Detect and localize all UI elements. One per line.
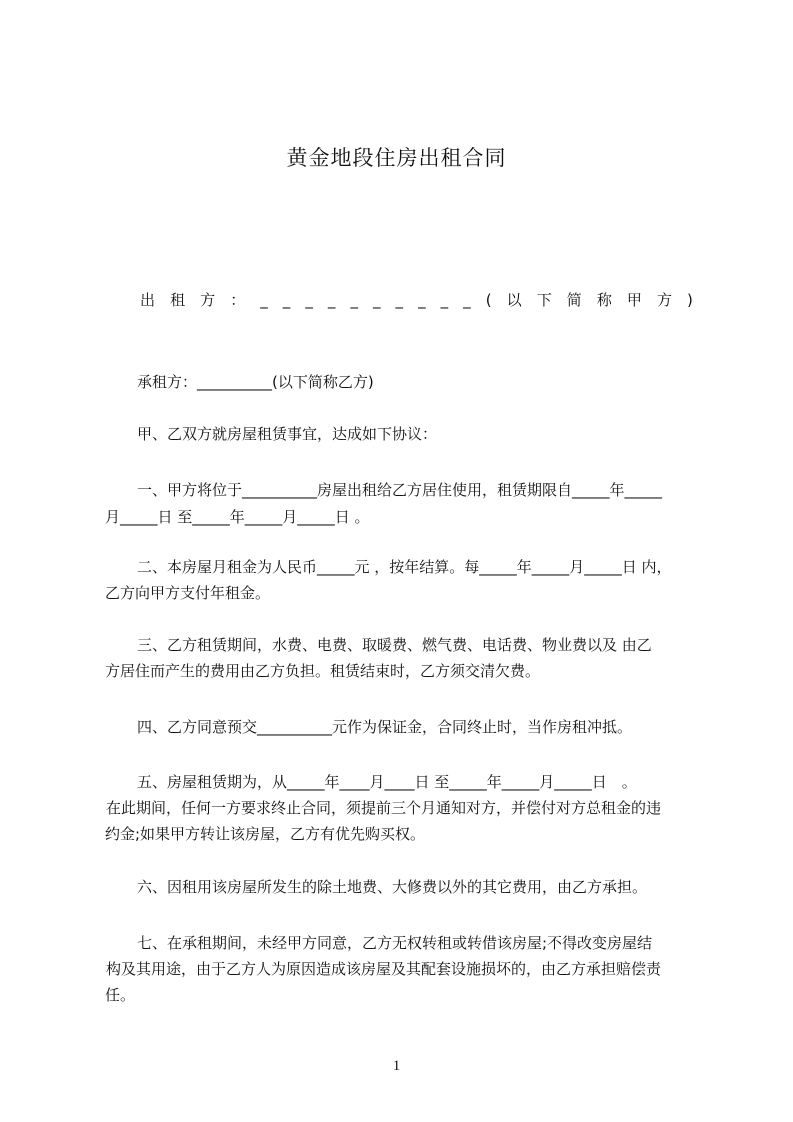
lessor-char: (: [485, 291, 492, 309]
lessor-char: _: [395, 291, 404, 309]
lessor-char: _: [463, 291, 471, 309]
clause-3-line-2: 方居住而产生的费用由乙方负担。租赁结束时，乙方须交清欠费。: [105, 662, 541, 680]
clause-1-line-1: 一、甲方将位于__________房屋出租给乙方居住使用，租赁期限自_____年_____: [137, 481, 663, 499]
lessor-char: _: [260, 291, 268, 309]
page-number: 1: [392, 1058, 401, 1074]
lessor-char: _: [282, 291, 291, 309]
clause-7-line-1: 七、在承租期间，未经甲方同意，乙方无权转租或转借该房屋;不得改变房屋结: [137, 934, 653, 952]
clause-6-line-1: 六、因租用该房屋所发生的除土地费、大修费以外的其它费用，由乙方承担。: [137, 878, 648, 896]
lessor-char: _: [440, 291, 449, 309]
lessor-char: 方: [200, 291, 216, 309]
clause-2-line-1: 二、本房屋月租金为人民币_____元 ，按年结算。每_____年_____月_____日 内，: [137, 558, 672, 576]
clause-1-line-2: 月_____日 至_____年_____月_____日 。: [105, 508, 370, 526]
agreement-intro: 甲、乙双方就房屋租赁事宜，达成如下协议：: [137, 425, 438, 443]
clause-4-line-1: 四、乙方同意预交__________元作为保证金，合同终止时，当作房租冲抵。: [137, 718, 633, 736]
lessor-char: 以: [506, 291, 522, 309]
document-title: 黄金地段住房出租合同: [286, 146, 507, 170]
lessor-char: _: [305, 291, 313, 309]
clause-7-line-2: 构及其用途，由于乙方人为原因造成该房屋及其配套设施损坏的，由乙方承担赔偿责: [106, 960, 662, 978]
lessor-char: 租: [170, 291, 186, 309]
lessor-char: ：: [230, 291, 246, 309]
clause-2-line-2: 乙方向甲方支付年租金。: [105, 584, 271, 602]
lessor-char: ): [687, 291, 693, 309]
clause-5-line-3: 约金;如果甲方转让该房屋，乙方有优先购买权。: [105, 825, 426, 843]
lessor-char: 简: [566, 291, 582, 309]
lessor-char: _: [350, 291, 358, 309]
lessor-char: 方: [656, 291, 672, 309]
lessor-char: _: [327, 291, 336, 309]
lessor-char: _: [418, 291, 426, 309]
clause-5-line-1: 五、房屋租赁期为，从_____年____月____日 至_____年_____月_____日 。: [137, 773, 637, 791]
lessor-line: [140, 290, 693, 310]
clause-5-line-2: 在此期间，任何一方要求终止合同，须提前三个月通知对方，并偿付对方总租金的违: [106, 799, 662, 817]
clause-7-line-3: 任。: [105, 986, 136, 1004]
lessor-char: _: [372, 291, 381, 309]
lessor-char: 甲: [626, 291, 642, 309]
lessor-char: 称: [596, 291, 612, 309]
lessor-char: 出: [140, 291, 156, 309]
lessor-char: 下: [536, 291, 552, 309]
lessee-line: 承租方：__________(以下简称乙方): [137, 373, 374, 391]
clause-3-line-1: 三、乙方租赁期间，水费、电费、取暖费、燃气费、电话费、物业费以及 由乙: [137, 636, 652, 654]
